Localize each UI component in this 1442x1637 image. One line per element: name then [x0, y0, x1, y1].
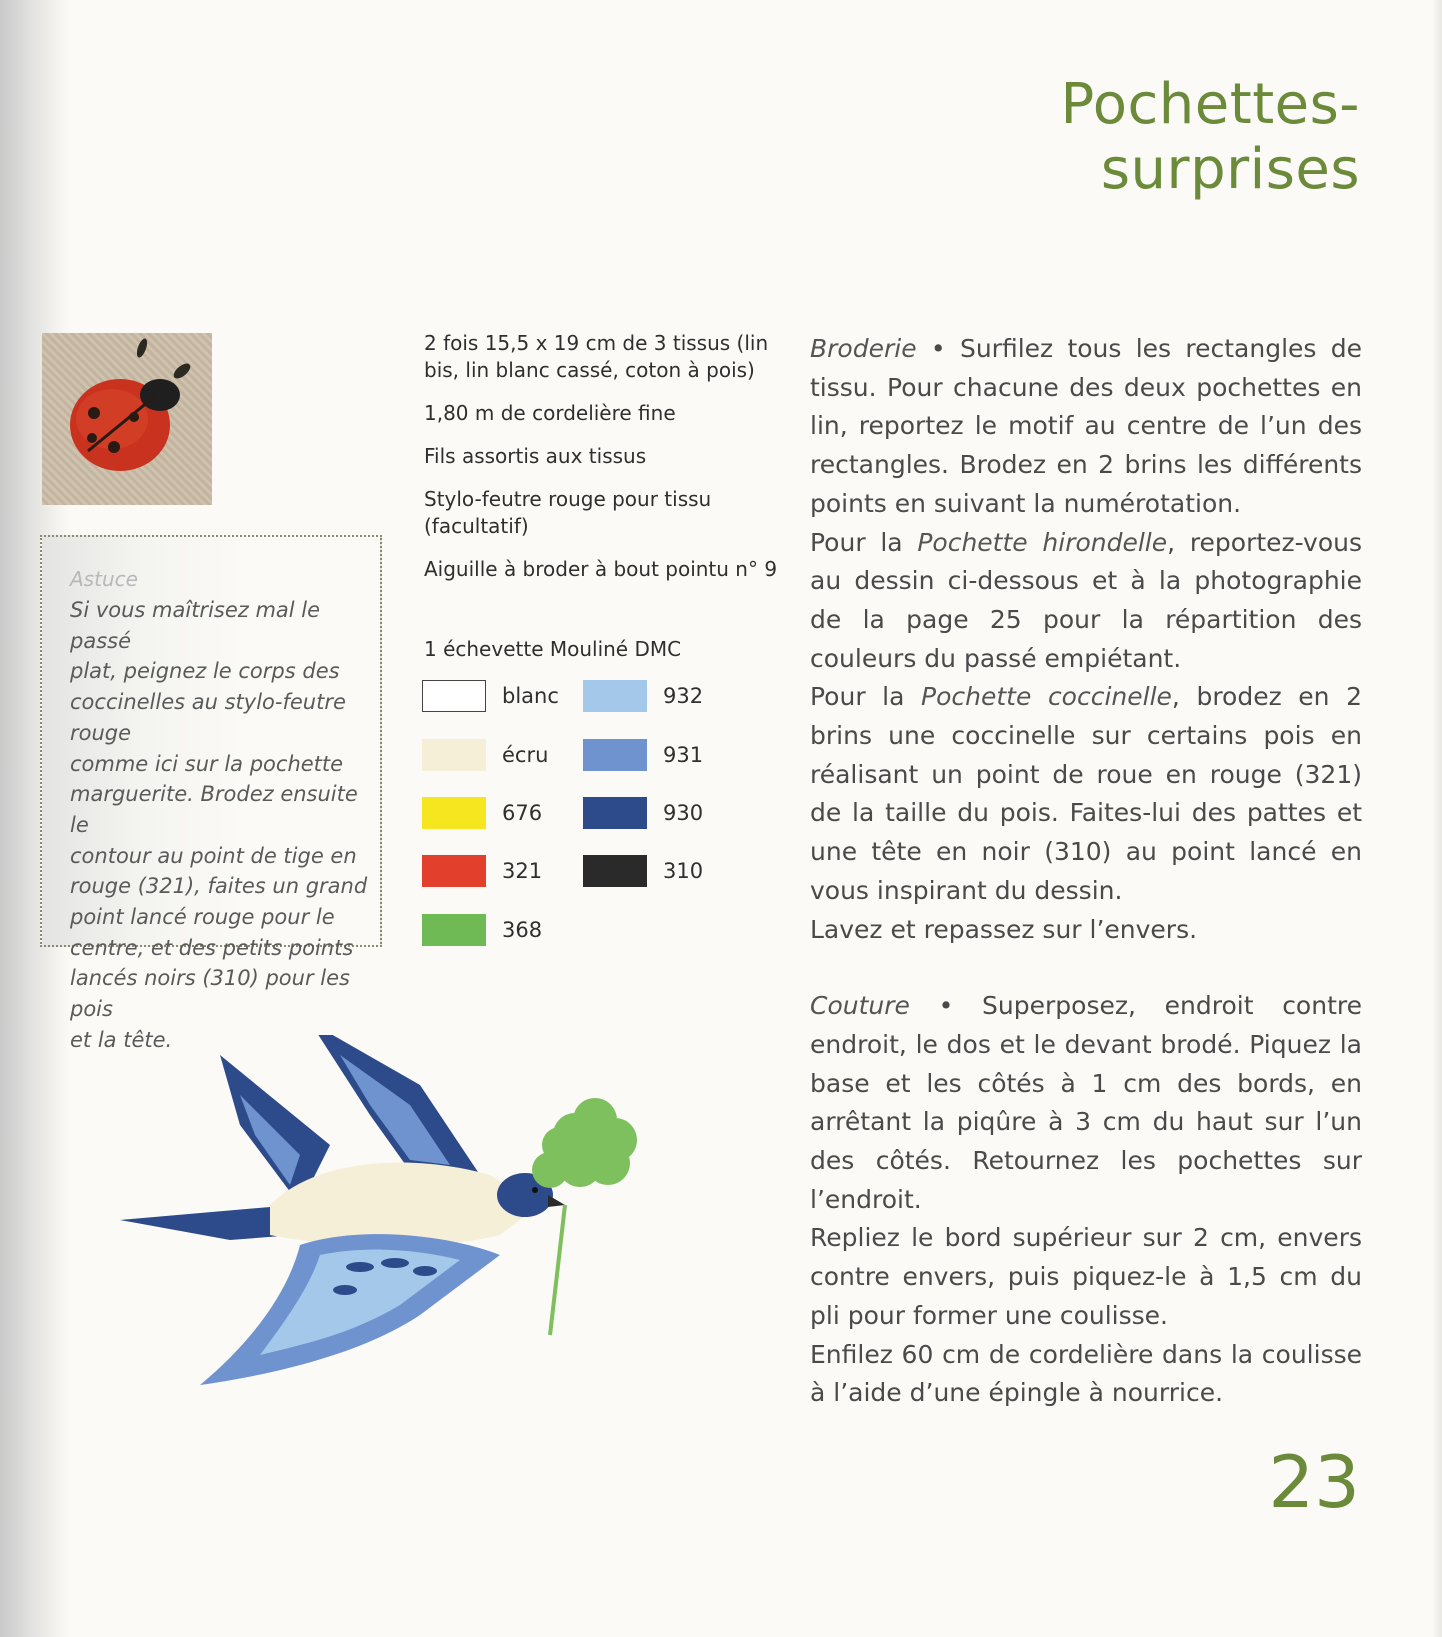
- color-swatch: [583, 797, 647, 829]
- swatch-label: 930: [663, 801, 704, 825]
- page-number: 23: [1268, 1440, 1360, 1524]
- skein-title: 1 échevette Mouliné DMC: [424, 637, 682, 661]
- couture-paragraph-3: Enfilez 60 cm de cordelière dans la coulisse à l’aide d’une épingle à nourrice.: [810, 1339, 1362, 1408]
- swatch-label: blanc: [502, 684, 559, 708]
- couture-paragraph: Couture • Superposez, endroit contre endroit, le dos et le devant brodé. Piquez la base et les côtés à 1 cm des bords, en arrêtant la piqûre à 3 cm du haut sur l’un des côtés. Retournez les pochettes sur l’endroit.: [810, 991, 1362, 1214]
- couture-label: Couture: [810, 991, 910, 1021]
- ladybug-illustration: [42, 333, 212, 505]
- tip-text: Si vous maîtrisez mal le passé plat, peignez le corps des coccinelles au stylo-feutre rouge comme ici sur la pochette marguerite. Brodez ensuite le contour au point de tige en rouge (321), faites un grand point lancé rouge pour le centre, et des petits points lancés noirs (310) pour les pois et la tête.: [70, 598, 368, 1052]
- swatch-row-blanc: [422, 680, 559, 712]
- couture-paragraph-2: Repliez le bord supérieur sur 2 cm, envers contre envers, puis piquez-le à 1,5 cm du pli pour former une coulisse.: [810, 1223, 1362, 1330]
- color-swatch: [422, 797, 486, 829]
- swatch-row-321: [422, 855, 542, 887]
- tip-heading: Astuce: [70, 567, 138, 591]
- material-item: Fils assortis aux tissus: [424, 444, 647, 468]
- hirondelle-paragraph: Pour la Pochette hirondelle, reportez-vous au dessin ci-dessous et à la photographie de la page 25 pour la répartition des couleurs du passé empiétant.: [810, 527, 1362, 673]
- material-item: 1,80 m de cordelière fine: [424, 401, 676, 425]
- clover-stem: [550, 1205, 565, 1335]
- ladybug-head: [140, 379, 180, 411]
- color-swatch: [422, 914, 486, 946]
- swatch-row-930: [583, 797, 703, 829]
- color-swatch: [583, 855, 647, 887]
- coccinelle-paragraph: Pour la Pochette coccinelle, brodez en 2 brins une coccinelle sur certains pois en réalisant un point de roue en rouge (321) de la taille du pois. Faites-lui des pattes et une tête en noir (310) au point lancé en vous inspirant du dessin.: [810, 682, 1363, 905]
- wash-paragraph: Lavez et repassez sur l’envers.: [810, 914, 1198, 944]
- swatch-row-931: [583, 739, 703, 771]
- materials-list: [424, 330, 784, 599]
- material-item: 2 fois 15,5 x 19 cm de 3 tissus (lin bis, lin blanc cassé, coton à pois): [424, 331, 769, 382]
- color-swatch: [583, 739, 647, 771]
- swatch-row-368: [422, 914, 542, 946]
- swatch-row-932: [583, 680, 703, 712]
- swatch-label: 932: [663, 684, 704, 708]
- broderie-label: Broderie: [810, 334, 917, 363]
- color-swatch: [422, 680, 486, 712]
- swatch-row-676: [422, 797, 542, 829]
- swatch-label: 310: [663, 859, 704, 883]
- page-title: Pochettes-surprises: [1060, 72, 1360, 202]
- tip-box: [40, 535, 382, 1052]
- instructions-text: [810, 330, 1362, 1413]
- material-item: Aiguille à broder à bout pointu n° 9: [424, 557, 778, 581]
- bird-beak: [548, 1195, 565, 1207]
- swatch-row-ecru: [422, 739, 548, 771]
- broderie-paragraph: Broderie • Surfilez tous les rectangles de tissu. Pour chacune des deux pochettes en lin, reportez le motif au centre de l’un des rectangles. Brodez en 2 brins les différents points en suivant la numérotation.: [810, 334, 1362, 518]
- swatch-row-310: [583, 855, 703, 887]
- swatch-label: 321: [502, 859, 543, 883]
- color-swatch: [422, 739, 486, 771]
- swatch-label: 368: [502, 918, 543, 942]
- swatch-label: écru: [502, 743, 549, 767]
- color-swatch: [422, 855, 486, 887]
- swatch-label: 931: [663, 743, 704, 767]
- ladybug-photo: [42, 333, 212, 505]
- bird-tail: [120, 1207, 295, 1240]
- color-swatch: [583, 680, 647, 712]
- material-item: Stylo-feutre rouge pour tissu (facultatif): [424, 487, 712, 538]
- page-edge: [1432, 0, 1442, 1637]
- swallow-illustration: [120, 1035, 680, 1395]
- clover-leaves: [532, 1098, 637, 1188]
- swatch-label: 676: [502, 801, 543, 825]
